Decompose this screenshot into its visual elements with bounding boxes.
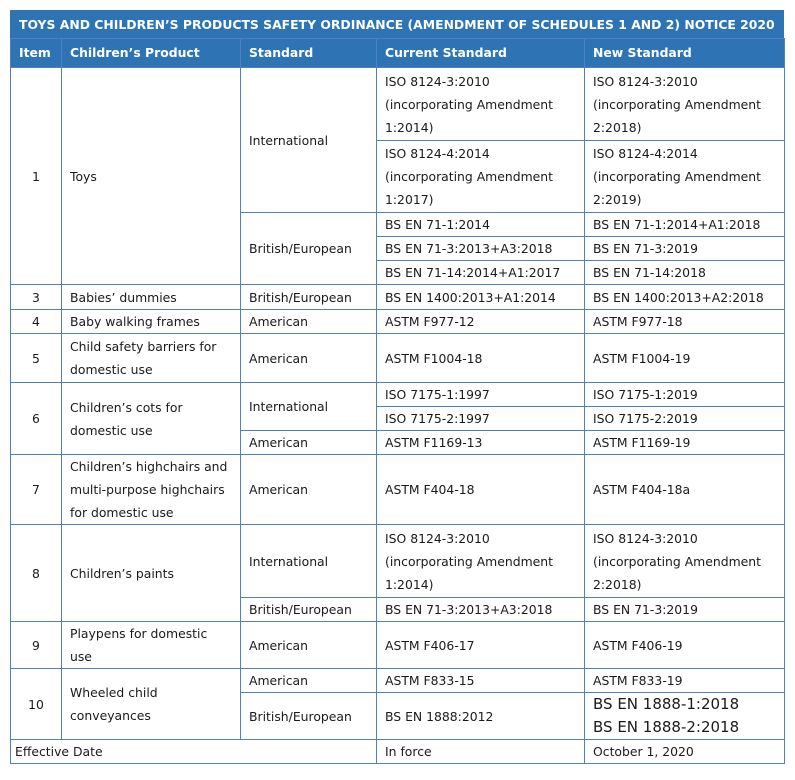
table-row [11,622,785,669]
product-name: Playpens for domestic use [62,622,241,669]
new-standard: BS EN 1888-1:2018 BS EN 1888-2:2018 [585,693,785,740]
current-standard: ASTM F404-18 [377,455,585,525]
table-row [11,669,785,693]
current-standard: BS EN 71-3:2013+A3:2018 [377,598,585,622]
standard-type: American [241,622,377,669]
current-standard: ASTM F833-15 [377,669,585,693]
new-standard: ASTM F977-18 [585,310,785,334]
current-standard: ASTM F977-12 [377,310,585,334]
effective-date-label: Effective Date [11,740,377,764]
notice-title: TOYS AND CHILDREN’S PRODUCTS SAFETY ORDINANCE (AMENDMENT OF SCHEDULES 1 AND 2) NOTICE 2020 [10,10,784,38]
item-number: 7 [11,455,62,525]
table-row [11,334,785,383]
standard-type: American [241,334,377,383]
new-standard: ASTM F404-18a [585,455,785,525]
product-name: Baby walking frames [62,310,241,334]
table-row [11,455,785,525]
new-standard: BS EN 71-3:2019 [585,598,785,622]
table-row [11,525,785,598]
table-row [11,68,785,141]
current-standard: BS EN 71-1:2014 [377,213,585,237]
item-number: 9 [11,622,62,669]
table-row [11,383,785,407]
item-number: 3 [11,285,62,310]
new-standard: BS EN 71-1:2014+A1:2018 [585,213,785,237]
current-standard: BS EN 71-3:2013+A3:2018 [377,237,585,261]
current-standard: ASTM F406-17 [377,622,585,669]
new-standard: ISO 7175-1:2019 [585,383,785,407]
current-standard: BS EN 71-14:2014+A1:2017 [377,261,585,285]
new-standard: ASTM F833-19 [585,669,785,693]
item-number: 5 [11,334,62,383]
standard-type: American [241,310,377,334]
new-standard: BS EN 71-3:2019 [585,237,785,261]
standard-type: International [241,68,377,213]
current-standard: ISO 8124-3:2010 (incorporating Amendment 1:2014) [377,68,585,141]
new-standard: ISO 8124-4:2014 (incorporating Amendment 2:2019) [585,141,785,213]
standards-table [10,38,785,764]
current-standard: ISO 7175-1:1997 [377,383,585,407]
product-name: Children’s paints [62,525,241,622]
new-standard: BS EN 71-14:2018 [585,261,785,285]
item-number: 4 [11,310,62,334]
item-number: 8 [11,525,62,622]
header-standard: Standard [241,39,377,68]
product-name: Child safety barriers for domestic use [62,334,241,383]
new-standard: BS EN 1400:2013+A2:2018 [585,285,785,310]
header-row [11,39,785,68]
standard-type: American [241,455,377,525]
current-standard: ISO 8124-4:2014 (incorporating Amendment 1:2017) [377,141,585,213]
header-item: Item [11,39,62,68]
product-name: Babies’ dummies [62,285,241,310]
standard-type: British/European [241,213,377,285]
current-standard: ASTM F1169-13 [377,431,585,455]
item-number: 10 [11,669,62,740]
product-name: Wheeled child conveyances [62,669,241,740]
header-current: Current Standard [377,39,585,68]
header-new: New Standard [585,39,785,68]
product-name: Children’s highchairs and multi-purpose highchairs for domestic use [62,455,241,525]
current-standard: ISO 8124-3:2010 (incorporating Amendment 1:2014) [377,525,585,598]
effective-date-row [11,740,785,764]
ordinance-notice [10,10,784,764]
product-name: Children’s cots for domestic use [62,383,241,455]
product-name: Toys [62,68,241,285]
new-standard: ISO 8124-3:2010 (incorporating Amendment 2:2018) [585,68,785,141]
standard-type: British/European [241,598,377,622]
standard-type: British/European [241,285,377,310]
standard-type: American [241,431,377,455]
new-standard: ASTM F1169-19 [585,431,785,455]
current-standard: BS EN 1888:2012 [377,693,585,740]
table-row [11,285,785,310]
effective-date-new: October 1, 2020 [585,740,785,764]
new-standard: ISO 7175-2:2019 [585,407,785,431]
header-product: Children’s Product [62,39,241,68]
standard-type: American [241,669,377,693]
standard-type: International [241,525,377,598]
new-standard: ASTM F406-19 [585,622,785,669]
current-standard: ISO 7175-2:1997 [377,407,585,431]
effective-date-current: In force [377,740,585,764]
item-number: 6 [11,383,62,455]
item-number: 1 [11,68,62,285]
new-standard: ISO 8124-3:2010 (incorporating Amendment 2:2018) [585,525,785,598]
standard-type: British/European [241,693,377,740]
new-standard: ASTM F1004-19 [585,334,785,383]
standard-type: International [241,383,377,431]
current-standard: ASTM F1004-18 [377,334,585,383]
current-standard: BS EN 1400:2013+A1:2014 [377,285,585,310]
table-row [11,310,785,334]
